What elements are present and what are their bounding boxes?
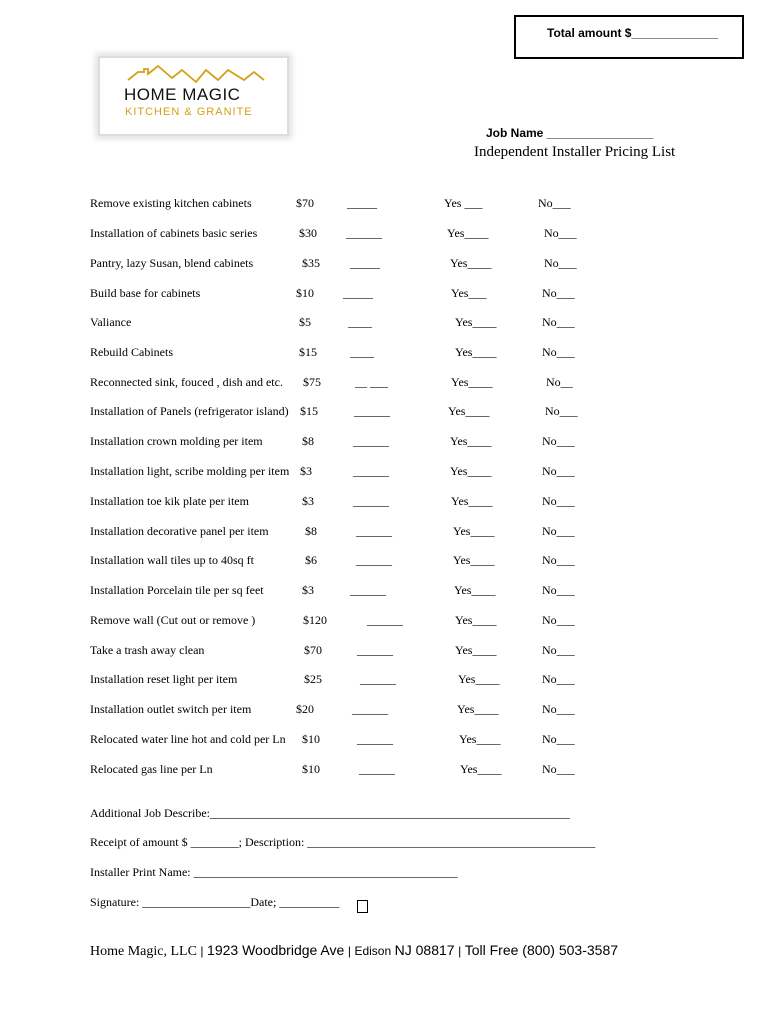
job-name-field[interactable]: Job Name ________________: [486, 126, 654, 140]
signature-checkbox[interactable]: [357, 900, 368, 913]
yes-option[interactable]: Yes____: [451, 494, 493, 508]
item-name: Relocated water line hot and cold per Ln: [90, 732, 286, 746]
item-name: Rebuild Cabinets: [90, 345, 173, 359]
yes-option[interactable]: Yes____: [458, 672, 500, 686]
company-logo: [98, 56, 289, 136]
no-option[interactable]: No___: [544, 256, 577, 270]
item-name: Installation light, scribe molding per item: [90, 464, 290, 478]
total-amount-box[interactable]: [514, 15, 744, 59]
quantity-blank[interactable]: ______: [367, 613, 403, 627]
quantity-blank[interactable]: ______: [356, 553, 392, 567]
yes-option[interactable]: Yes____: [450, 464, 492, 478]
yes-option[interactable]: Yes____: [455, 315, 497, 329]
no-option[interactable]: No___: [542, 643, 575, 657]
item-price: $8: [305, 524, 317, 538]
quantity-blank[interactable]: ______: [353, 464, 389, 478]
quantity-blank[interactable]: ______: [350, 583, 386, 597]
item-price: $10: [302, 732, 320, 746]
item-name: Take a trash away clean: [90, 643, 205, 657]
item-name: Remove wall (Cut out or remove ): [90, 613, 256, 627]
quantity-blank[interactable]: ____: [350, 345, 374, 359]
footer: [90, 942, 618, 960]
list-item: [0, 315, 768, 335]
item-price: $120: [303, 613, 327, 627]
page-title: Independent Installer Pricing List: [474, 144, 676, 160]
no-option[interactable]: No___: [542, 702, 575, 716]
no-option[interactable]: No___: [542, 464, 575, 478]
item-price: $3: [302, 494, 314, 508]
footer-phone: Toll Free (800) 503-3587: [464, 942, 619, 958]
item-price: $3: [302, 583, 314, 597]
no-option[interactable]: No___: [542, 613, 575, 627]
quantity-blank[interactable]: ______: [346, 226, 382, 240]
quantity-blank[interactable]: ______: [354, 404, 390, 418]
no-option[interactable]: No___: [542, 732, 575, 746]
list-item: [0, 375, 768, 395]
yes-option[interactable]: Yes____: [460, 762, 502, 776]
yes-option[interactable]: Yes ___: [444, 196, 483, 210]
no-option[interactable]: No___: [538, 196, 571, 210]
yes-option[interactable]: Yes____: [447, 226, 489, 240]
footer-city: Edison: [354, 944, 392, 958]
footer-separator: |: [347, 944, 351, 958]
item-name: Installation Porcelain tile per sq feet: [90, 583, 264, 597]
yes-option[interactable]: Yes____: [453, 553, 495, 567]
item-name: Installation of Panels (refrigerator island): [90, 404, 289, 418]
yes-option[interactable]: Yes____: [455, 613, 497, 627]
footer-company: Home Magic, LLC: [90, 944, 197, 959]
no-option[interactable]: No___: [542, 524, 575, 538]
list-item: [0, 464, 768, 484]
no-option[interactable]: No___: [542, 345, 575, 359]
no-option[interactable]: No___: [544, 226, 577, 240]
yes-option[interactable]: Yes___: [451, 286, 487, 300]
no-option[interactable]: No___: [542, 286, 575, 300]
item-price: $70: [304, 643, 322, 657]
list-item: [0, 404, 768, 424]
quantity-blank[interactable]: ______: [359, 762, 395, 776]
item-name: Installation of cabinets basic series: [90, 226, 258, 240]
list-item: [0, 226, 768, 246]
yes-option[interactable]: Yes____: [457, 702, 499, 716]
item-name: Installation reset light per item: [90, 672, 238, 686]
no-option[interactable]: No___: [542, 583, 575, 597]
item-price: $20: [296, 702, 314, 716]
logo-sub-text: KITCHEN & GRANITE: [125, 106, 253, 118]
no-option[interactable]: No___: [542, 494, 575, 508]
list-item: [0, 196, 768, 216]
list-item: [0, 643, 768, 663]
logo-main-text: HOME MAGIC: [124, 85, 241, 104]
yes-option[interactable]: Yes____: [450, 434, 492, 448]
list-item: [0, 583, 768, 603]
no-option[interactable]: No___: [542, 553, 575, 567]
item-name: Reconnected sink, fouced , dish and etc.: [90, 375, 283, 389]
quantity-blank[interactable]: _____: [350, 256, 380, 270]
quantity-blank[interactable]: ____: [348, 315, 372, 329]
footer-separator: |: [200, 944, 204, 958]
no-option[interactable]: No___: [542, 315, 575, 329]
item-price: $3: [300, 464, 312, 478]
item-price: $15: [299, 345, 317, 359]
list-item: [0, 702, 768, 722]
footer-zip: NJ 08817: [394, 942, 455, 958]
quantity-blank[interactable]: ______: [357, 643, 393, 657]
installer-name-field[interactable]: Installer Print Name: ____________________________________________: [90, 865, 458, 879]
item-name: Pantry, lazy Susan, blend cabinets: [90, 256, 254, 270]
yes-option[interactable]: Yes____: [454, 583, 496, 597]
quantity-blank[interactable]: _____: [343, 286, 373, 300]
item-price: $35: [302, 256, 320, 270]
list-item: [0, 553, 768, 573]
no-option[interactable]: No__: [546, 375, 573, 389]
no-option[interactable]: No___: [545, 404, 578, 418]
quantity-blank[interactable]: ______: [360, 672, 396, 686]
quantity-blank[interactable]: ______: [357, 732, 393, 746]
total-amount-label: Total amount $_____________: [547, 26, 719, 40]
yes-option[interactable]: Yes____: [459, 732, 501, 746]
item-price: $10: [296, 286, 314, 300]
item-price: $30: [299, 226, 317, 240]
list-item: [0, 762, 768, 782]
yes-option[interactable]: Yes____: [448, 404, 490, 418]
list-item: [0, 345, 768, 365]
item-price: $15: [300, 404, 318, 418]
quantity-blank[interactable]: ______: [356, 524, 392, 538]
list-item: [0, 494, 768, 514]
item-price: $10: [302, 762, 320, 776]
item-name: Installation wall tiles up to 40sq ft: [90, 553, 254, 567]
list-item: [0, 434, 768, 454]
list-item: [0, 286, 768, 306]
item-name: Installation outlet switch per item: [90, 702, 252, 716]
item-price: $6: [305, 553, 317, 567]
quantity-blank[interactable]: __ ___: [355, 375, 388, 389]
no-option[interactable]: No___: [542, 672, 575, 686]
item-price: $70: [296, 196, 314, 210]
quantity-blank[interactable]: ______: [353, 434, 389, 448]
item-name: Valiance: [90, 315, 132, 329]
footer-address: 1923 Woodbridge Ave: [207, 942, 345, 958]
yes-option[interactable]: Yes____: [455, 643, 497, 657]
item-price: $8: [302, 434, 314, 448]
item-name: Build base for cabinets: [90, 286, 201, 300]
item-name: Installation decorative panel per item: [90, 524, 269, 538]
list-item: [0, 613, 768, 633]
item-price: $25: [304, 672, 322, 686]
yes-option[interactable]: Yes____: [453, 524, 495, 538]
item-name: Installation crown molding per item: [90, 434, 263, 448]
footer-separator: |: [458, 944, 462, 958]
quantity-blank[interactable]: ______: [352, 702, 388, 716]
quantity-blank[interactable]: ______: [353, 494, 389, 508]
no-option[interactable]: No___: [542, 434, 575, 448]
yes-option[interactable]: Yes____: [455, 345, 497, 359]
item-price: $5: [299, 315, 311, 329]
item-name: Relocated gas line per Ln: [90, 762, 213, 776]
list-item: [0, 732, 768, 752]
receipt-field[interactable]: Receipt of amount $ ________; Description: ________________________________________________: [90, 835, 596, 849]
item-name: Installation toe kik plate per item: [90, 494, 249, 508]
list-item: [0, 256, 768, 276]
additional-job-field[interactable]: Additional Job Describe:____________________________________________________________: [90, 806, 570, 820]
list-item: [0, 524, 768, 544]
no-option[interactable]: No___: [542, 762, 575, 776]
signature-date-field[interactable]: Signature: __________________Date; __________: [90, 895, 340, 909]
quantity-blank[interactable]: _____: [347, 196, 377, 210]
yes-option[interactable]: Yes____: [450, 256, 492, 270]
item-name: Remove existing kitchen cabinets: [90, 196, 252, 210]
list-item: [0, 672, 768, 692]
item-price: $75: [303, 375, 321, 389]
yes-option[interactable]: Yes____: [451, 375, 493, 389]
